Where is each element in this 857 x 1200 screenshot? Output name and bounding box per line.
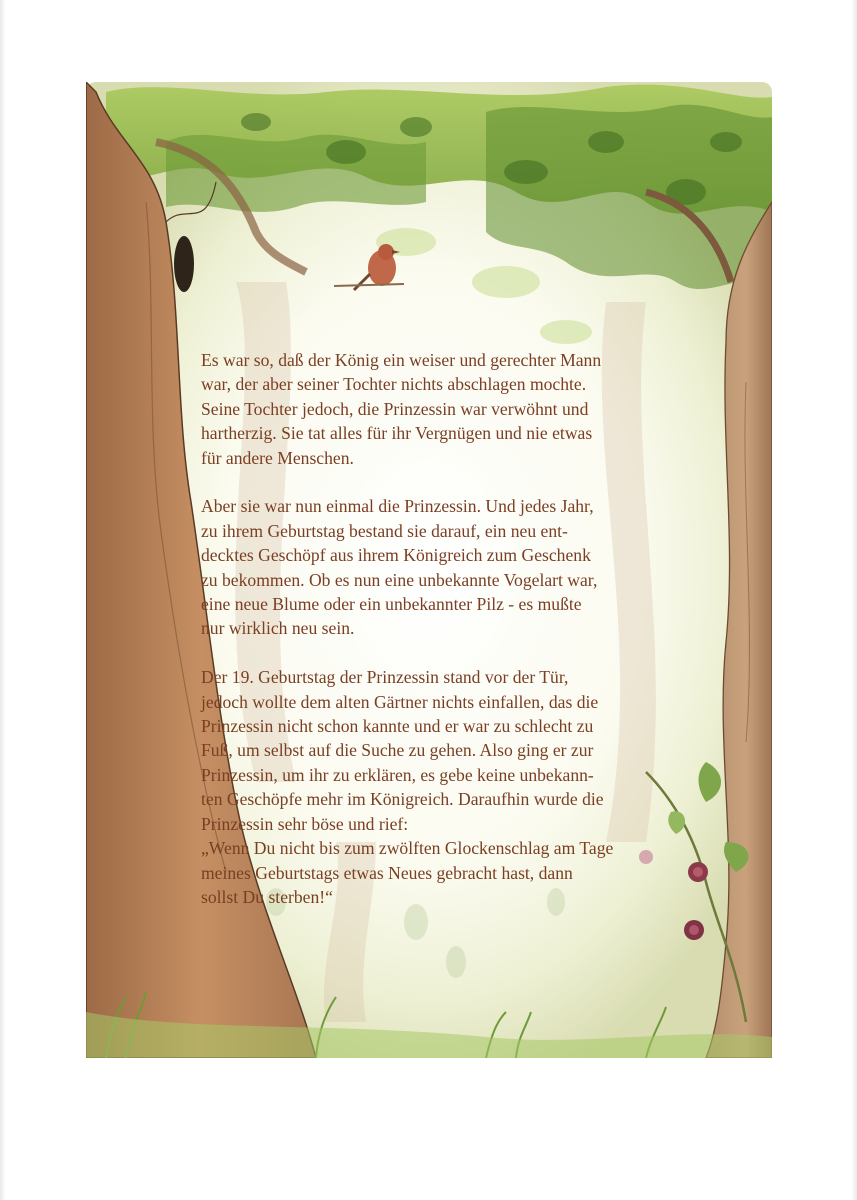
text-line: zu bekommen. Ob es nun eine unbekannte Vogelart war, xyxy=(201,569,598,590)
text-line: jedoch wollte dem alten Gärtner nichts einfallen, das die xyxy=(201,691,599,712)
text-line: decktes Geschöpf aus ihrem Königreich zum Geschenk xyxy=(201,545,591,566)
paragraph-3 xyxy=(201,665,671,909)
text-line: hartherzig. Sie tat alles für ihr Vergnügen und nie etwas xyxy=(201,423,593,444)
text-line: für andere Menschen. xyxy=(201,447,354,468)
page-edge-right xyxy=(851,0,857,1200)
text-line: Prinzessin nicht schon kannte und er war zu schlecht zu xyxy=(201,716,594,737)
text-line: Der 19. Geburtstag der Prinzessin stand vor der Tür, xyxy=(201,667,569,688)
text-line: „Wenn Du nicht bis zum zwölften Glockenschlag am Tage xyxy=(201,838,614,859)
story-text xyxy=(201,348,671,909)
page-edge-left xyxy=(0,0,6,1200)
text-line: Prinzessin, um ihr zu erklären, es gebe keine unbekann- xyxy=(201,764,594,785)
paragraph-1 xyxy=(201,348,671,470)
text-line: eine neue Blume oder ein unbekannter Pilz - es mußte xyxy=(201,594,582,615)
text-line: Seine Tochter jedoch, die Prinzessin war verwöhnt und xyxy=(201,398,589,419)
text-line: meines Geburtstags etwas Neues gebracht hast, dann xyxy=(201,862,573,883)
text-line: Aber sie war nun einmal die Prinzessin. Und jedes Jahr, xyxy=(201,496,594,517)
text-line: nur wirklich neu sein. xyxy=(201,618,355,639)
paragraph-2 xyxy=(201,494,671,640)
tree-hollow xyxy=(174,236,194,292)
text-line: ten Geschöpfe mehr im Königreich. Daraufhin wurde die xyxy=(201,789,604,810)
text-line: war, der aber seiner Tochter nichts abschlagen mochte. xyxy=(201,374,587,395)
text-line: sollst Du sterben!“ xyxy=(201,886,333,907)
text-line: Fuß, um selbst auf die Suche zu gehen. Also ging er zur xyxy=(201,740,594,761)
text-line: Prinzessin sehr böse und rief: xyxy=(201,813,409,834)
text-line: zu ihrem Geburtstag bestand sie darauf, ein neu ent- xyxy=(201,520,568,541)
text-line: Es war so, daß der König ein weiser und gerechter Mann xyxy=(201,350,602,370)
